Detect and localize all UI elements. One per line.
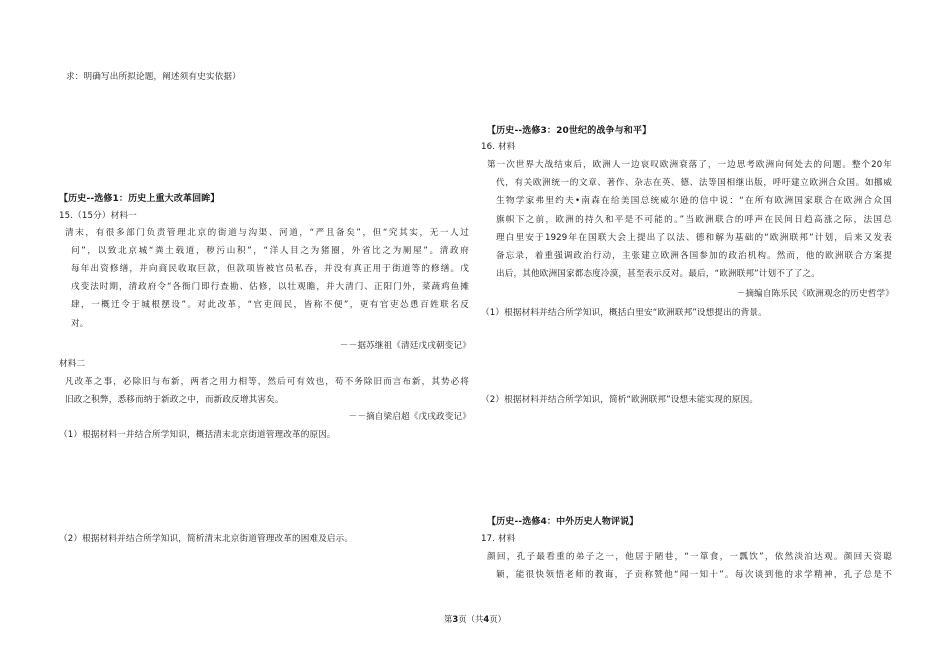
q15-material1-line: 问”，以致北京城“粪土载道，秽污山积”，“洋人目之为猪圈，外省比之为厕屋”。清政府 [71,246,469,256]
footer-mid: 页（共 [458,614,484,624]
q15-source1: －－据苏继祖《清廷戊戌朝变记》 [339,341,471,351]
q17-material-line: 颜回，孔子最看重的弟子之一，他居于陋巷，“一箪食，一瓢饮”，依然淡泊达观。颜回天资聪 [487,552,892,562]
q17-heading: 【历史--选修4：中外历史人物评说】 [487,517,639,527]
page-footer [0,613,950,625]
footer-page-number: 3 [452,614,459,624]
footer-total-pages: 4 [483,614,490,624]
q15-material2-line: 旧政之积弊，悉移而纳于新政之中，而新政反增其害矣。 [65,395,284,405]
q15-material1-line: 对。 [71,319,89,329]
q17-material-line: 颖，能很快领悟老师的教诲，子贡称赞他“闻一知十”。每次谈到他的求学精神，孔子总是不 [496,570,892,580]
q16-material-line: 代，有关欧洲统一的文章、著作、杂志在英、德、法等国相继出版，呼吁建立欧洲合众国。如挪威 [496,178,892,188]
q16-material-line: 生物学家弗里约夫•南森在给美国总统威尔逊的信中说：“在所有欧洲国家联合在欧洲合众国 [496,196,892,206]
q16-material-line: 旗帜下之前，欧洲的持久和平是不可能的。”当欧洲联合的呼声在民间日趋高涨之际，法国总 [496,215,892,225]
q15-label: 15.（15分）材料一 [59,211,137,221]
q16-heading: 【历史--选修3：20世纪的战争与和平】 [487,126,652,136]
q16-source: －摘编自陈乐民《欧洲观念的历史哲学》 [736,289,894,299]
q16-material-line: 出后，其他欧洲国家都态度冷漠，甚至表示反对。最后，“欧洲联邦”计划不了了之。 [496,269,820,279]
q15-subquestion-1: （1）根据材料一并结合所学知识，概括清末北京街道管理改革的原因。 [59,430,336,440]
q16-material-line: 理白里安于1929年在国联大会上提出了以法、德和解为基础的“欧洲联邦”计划，后来又发表 [496,233,892,243]
footer-suffix: 页） [489,614,506,624]
q15-material1-line: 肆，一概迁令于城根摆设”。对此改革，“官吏闾民，皆称不便”，更有官吏怂恿百姓联名反 [71,300,469,310]
q15-subquestion-2: （2）根据材料并结合所学知识，简析清末北京街道管理改革的困难及启示。 [59,534,354,544]
q15-material1-line: 清末，有很多部门负责管理北京的街道与沟渠、河道，“严且备矣”，但“究其实，无一人过 [65,228,469,238]
q15-material1-line: 戌变法时期，清政府令“各衙门即行查勘、估修，以壮观瞻，并大清门、正阳门外，菜蔬鸡鱼摊 [71,282,469,292]
q16-label: 16. 材料 [481,142,516,152]
q15-material2-line: 凡改革之事，必除旧与布新，两者之用力相等，然后可有效也，苟不务除旧而言布新，其势必将 [65,377,469,387]
q15-source2: －－摘自梁启超《戊戌政变记》 [348,412,471,422]
q16-material-line: 备忘录，着重强调政治行动，主张建立欧洲各国参加的政治机构。然而，他的欧洲联合方案提 [496,251,892,261]
q15-material1-line: 每年出资修缮，并向商民收取巨款，但款项皆被官员私吞，并没有真正用于街道等的修缮。戊 [71,264,469,274]
footer-prefix: 第 [444,614,453,624]
q17-label: 17. 材料 [481,534,516,544]
q15-heading: 【历史--选修1：历史上重大改革回眸】 [59,194,220,204]
intro-line: 求：明确写出所拟论题，阐述须有史实依据） [66,72,241,82]
q16-subquestion-1: （1）根据材料并结合所学知识，概括白里安“欧洲联邦”设想提出的背景。 [481,308,767,318]
q15-material2-label: 材料二 [59,359,86,369]
q16-subquestion-2: （2）根据材料并结合所学知识，简析“欧洲联邦”设想未能实现的原因。 [481,395,759,405]
q16-material-line: 第一次世界大战结束后，欧洲人一边哀叹欧洲衰落了，一边思考欧洲向何处去的问题。整个20年 [487,160,892,170]
